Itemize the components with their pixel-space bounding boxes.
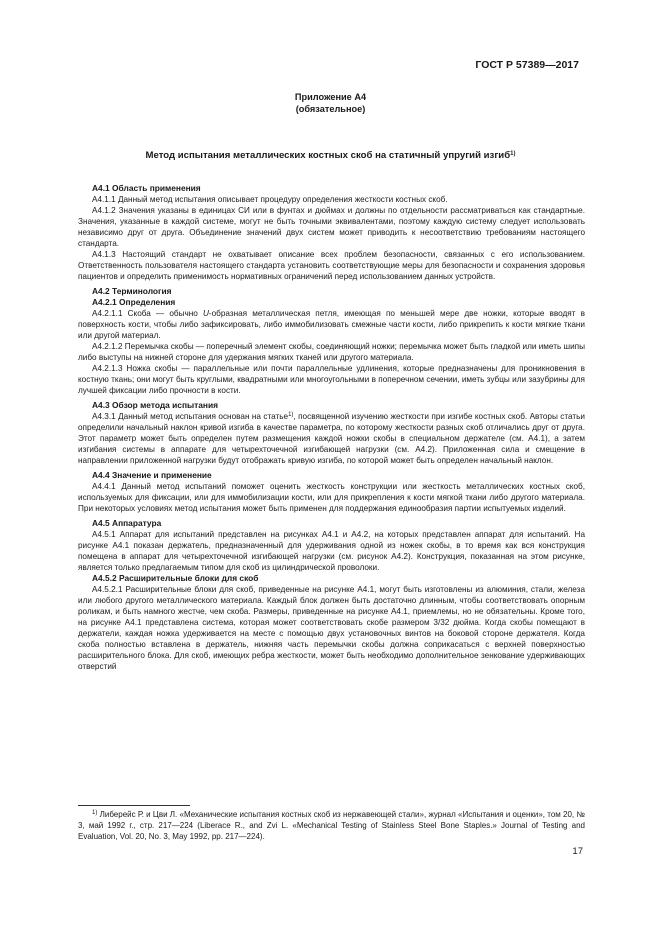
subsection-heading-a4-2-1: А4.2.1 Определения [92,297,176,307]
annex-status: (обязательное) [295,104,366,114]
paragraph: А4.1.1 Данный метод испытания описывает процедуру определения жесткости костных скоб. [92,195,448,204]
paragraph [78,308,585,341]
paragraph: А4.2.1.2 Перемычка скобы — поперечный элемент скобы, соединяющий ножки; перемычка может быть гладкой или иметь шипы либо выступы на нижней стороне для удержания мягких тканей или другого материала. [78,342,585,362]
document-body [78,183,585,672]
page-number: 17 [572,846,583,857]
section-heading-a4-1: А4.1 Область применения [92,183,201,193]
paragraph [78,411,585,466]
text-run: А4.3.1 Данный метод испытания основан на статье [92,412,289,421]
section-heading-a4-3: А4.3 Обзор метода испытания [92,400,219,410]
text-run: , посвященной изучению жесткости при изгибе костных скоб. Авторы статьи определили начальный наклон кривой изгиба в качестве параметра, по которому жесткости разных скоб отличались друг от друга. Этот параметр может быть определен путем размещения каждой ножки скобы в специальном держателе (см. А4.1), а затем изгибания системы в аппарате для четырехточечной изгибающей нагрузки (см. А4.2). Приложенная сила и смещение в направлении приложенной нагрузки будут отображать кривую изгиба, по которой может быть определен начальный наклон. [78,412,585,465]
paragraph: А4.5.2.1 Расширительные блоки для скоб, приведенные на рисунке А4.1, могут быть изготовлены из алюминия, стали, железа или любого другого металлического материала. Каждый блок должен быть достаточно длинным, чтобы соответствовать опорным роликам, и быть намного жестче, чем скоба. Размеры, приведенные на рисунке А4.1, приемлемы, но не обязательны. Кроме того, на рисунке А4.1 представлена система, которая может соответствовать скобе размером 3/32 дюйма. Когда скобы помещают в держатели, каждая ножка удерживается на месте с помощью двух установочных винтов на боковой стороне держателя. Когда скоба полностью вставлена в держатель, нижняя часть перемычки скобы должна соприкасаться с верхней поверхностью расширительного блока. Для скоб, имеющих ребра жесткости, может быть необходимо дополнительное зенкование удерживающих отверстий [78,585,585,671]
footnote-mark: 1) [92,810,98,816]
annex-title: Приложение А4 [294,92,367,102]
paragraph: А4.1.3 Настоящий стандарт не охватывает описание всех проблем безопасности, связанных с его использованием. Ответственность пользователя настоящего стандарта установить соответствующие меры для безопасности и сохранения здоровья пациентов и определить применимость нормативных ограничений перед использованием данных устройств. [78,250,585,281]
text-run: -образная металлическая петля, имеющая по меньшей мере две ножки, которые вводят в поверхность кости, чтобы либо зафиксировать, либо иммобилизовать смежные части кости, либо прикрепить к кости мягкие ткани или другой материал. [78,309,585,340]
text-run: А4.2.1.1 Скоба — обычно [92,309,203,318]
document-code: ГОСТ Р 57389—2017 [475,59,579,71]
footnote-divider [78,805,190,806]
section-heading-a4-5: А4.5 Аппаратура [92,518,162,528]
paragraph: А4.1.2 Значения указаны в единицах СИ или в фунтах и дюймах и должны по отдельности рассматриваться как стандартные. Значения, указанные в каждой системе, могут не быть точными эквивалентами, поэтому каждую систему следует использовать независимо друг от друга. Объединение значений двух систем может приводить к несоответствию требованиям настоящего стандарта. [78,206,585,248]
italic-letter: U [202,309,209,318]
section-heading-a4-2: А4.2 Терминология [92,286,172,296]
footnote-ref: 1) [510,151,516,157]
footnote-ref: 1) [288,412,294,418]
paragraph: А4.4.1 Данный метод испытаний поможет оценить жесткость конструкции или жесткость металлических костных скоб, используемых для фиксации, или для иммобилизации кости, или для прикрепления к кости мягкой ткани либо другого материала. При некоторых условиях метод испытания может быть применен для поддержания единообразия партии испытуемых изделий. [78,482,585,513]
paragraph: А4.2.1.3 Ножка скобы — параллельные или почти параллельные удлинения, которые предназначены для проникновения в костную ткань; они могут быть круглыми, квадратными или многоугольными в поперечном сечении, иметь зубцы или зазубрины для лучшей фиксации либо прочности в кости. [78,364,585,395]
method-title [0,150,661,161]
paragraph: А4.5.1 Аппарат для испытаний представлен на рисунках А4.1 и А4.2, на которых представлен аппарат для испытаний. На рисунке А4.1 показан держатель, предназначенный для удерживания одной из ножек скобы, в то время как вся конструкция помещена в аппарат для четырехточечной изгибающей нагрузки (см. рисунок А4.2). Конструкция, показанная на этом рисунке, является только предлагаемым типом для скоб из цилиндрической проволоки. [78,530,585,572]
footnote-text: Либерейс Р. и Цви Л. «Механические испытания костных скоб из нержавеющей стали», журнал «Испытания и оценки», том 20, № 3, май 1992 г., стр. 217—224 (Liberace R., and Zvi L. «Mechanical Testing of Stainless Steel Bone Staples.» Journal of Testing and Evaluation, Vol. 20, No. 3, May 1992, pp. 217—224). [78,810,585,841]
footnote [78,809,585,842]
method-title-text: Метод испытания металлических костных скоб на статичный упругий изгиб [145,150,511,161]
subsection-heading-a4-5-2: А4.5.2 Расширительные блоки для скоб [92,573,259,583]
section-heading-a4-4: А4.4 Значение и применение [92,470,212,480]
